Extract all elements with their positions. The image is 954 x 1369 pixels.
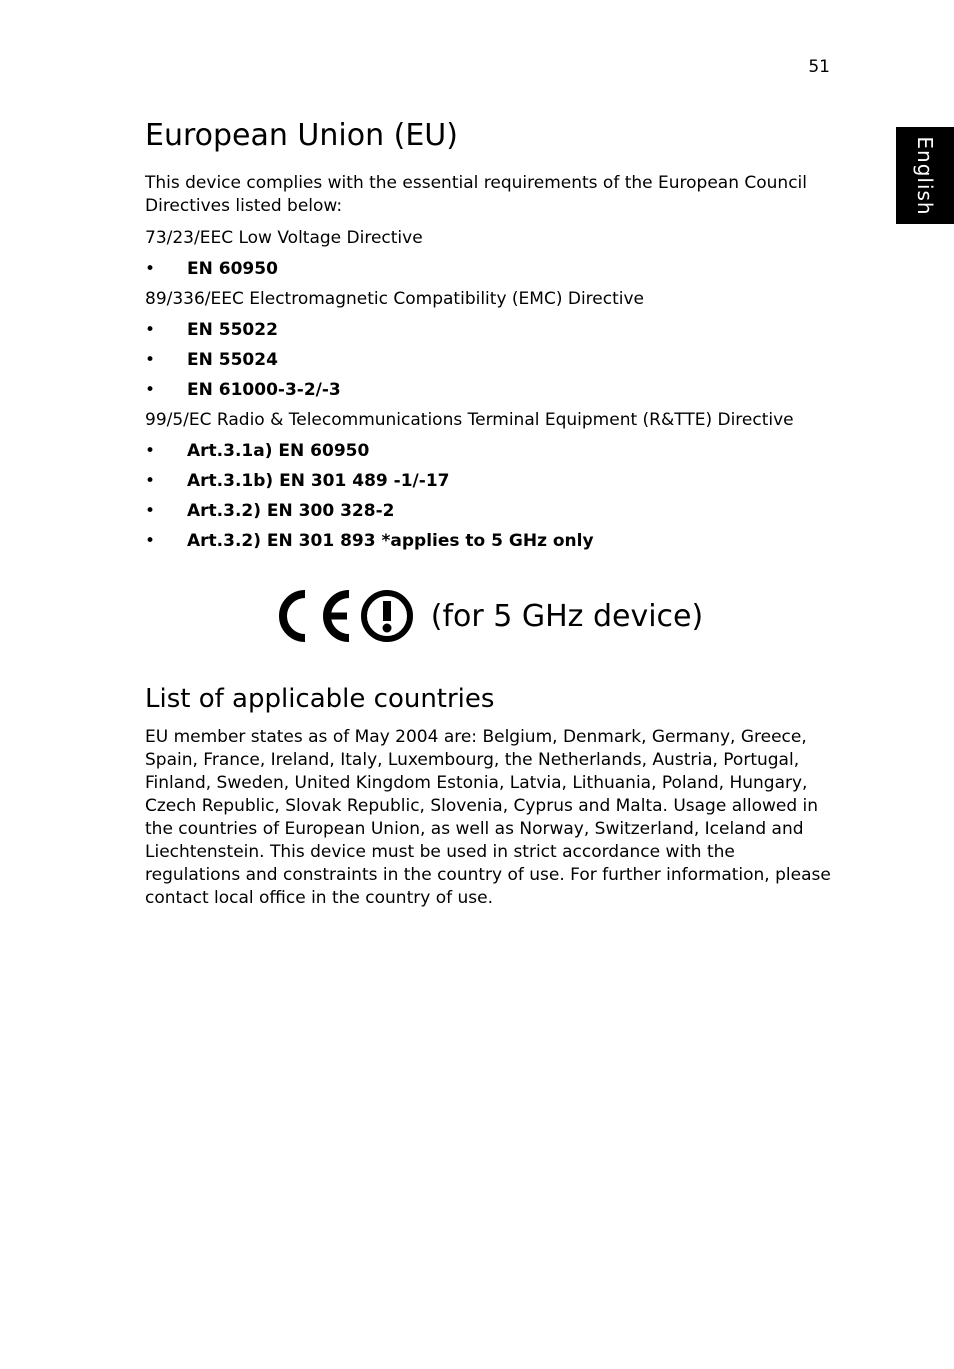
list-item — [145, 349, 835, 371]
bullet-icon: • — [145, 501, 156, 521]
bullet-icon: • — [145, 531, 156, 551]
list-item-text: Art.3.2) EN 300 328-2 — [187, 501, 395, 521]
page-number: 51 — [808, 57, 830, 77]
directive-emc-list — [145, 319, 835, 401]
countries-body: EU member states as of May 2004 are: Belgium, Denmark, Germany, Greece, Spain, France, Ireland, Italy, Luxembourg, the Netherlands, Austria, Portugal, Finland, Sweden, United Kingdom Estonia, Latvia, Lithuania, Poland, Hungary, Czech Republic, Slovak Republic, Slovenia, Cyprus and Malta. Usage allowed in the countries of European Union, as well as Norway, Switzerland, Iceland and Liechtenstein. This device must be used in strict accordance with the regulations and constraints in the country of use. For further information, please contact local office in the country of use. — [145, 727, 831, 908]
list-item — [145, 500, 835, 522]
list-item — [145, 379, 835, 401]
countries-title: List of applicable countries — [145, 684, 495, 714]
directive-low-voltage-list — [145, 258, 835, 280]
list-item — [145, 530, 835, 552]
bullet-icon: • — [145, 320, 156, 340]
ce-alert-icon — [277, 586, 415, 646]
directive-emc: 89/336/EEC Electromagnetic Compatibility (EMC) Directive — [145, 289, 644, 309]
list-item-text: EN 55022 — [187, 320, 278, 340]
ce-mark — [145, 586, 835, 646]
directive-rtte-list — [145, 440, 835, 552]
page-content — [145, 114, 835, 910]
list-item — [145, 470, 835, 492]
language-tab-label: English — [913, 135, 937, 216]
directive-rtte: 99/5/EC Radio & Telecommunications Terminal Equipment (R&TTE) Directive — [145, 410, 794, 430]
list-item — [145, 319, 835, 341]
ce-mark-caption: (for 5 GHz device) — [430, 598, 704, 634]
bullet-icon: • — [145, 259, 156, 279]
list-item-text: Art.3.2) EN 301 893 *applies to 5 GHz only — [187, 531, 594, 551]
list-item — [145, 258, 835, 280]
list-item-text: Art.3.1a) EN 60950 — [187, 441, 370, 461]
bullet-icon: • — [145, 441, 156, 461]
bullet-icon: • — [145, 380, 156, 400]
list-item-text: EN 61000-3-2/-3 — [187, 380, 341, 400]
directive-low-voltage: 73/23/EEC Low Voltage Directive — [145, 228, 423, 248]
section-title: European Union (EU) — [145, 118, 458, 153]
bullet-icon: • — [145, 471, 156, 491]
list-item-text: EN 60950 — [187, 259, 278, 279]
list-item-text: EN 55024 — [187, 350, 278, 370]
bullet-icon: • — [145, 350, 156, 370]
list-item — [145, 440, 835, 462]
list-item-text: Art.3.1b) EN 301 489 -1/-17 — [187, 471, 450, 491]
section-intro: This device complies with the essential requirements of the European Council Directives listed below: — [145, 173, 808, 216]
language-tab — [896, 127, 954, 224]
